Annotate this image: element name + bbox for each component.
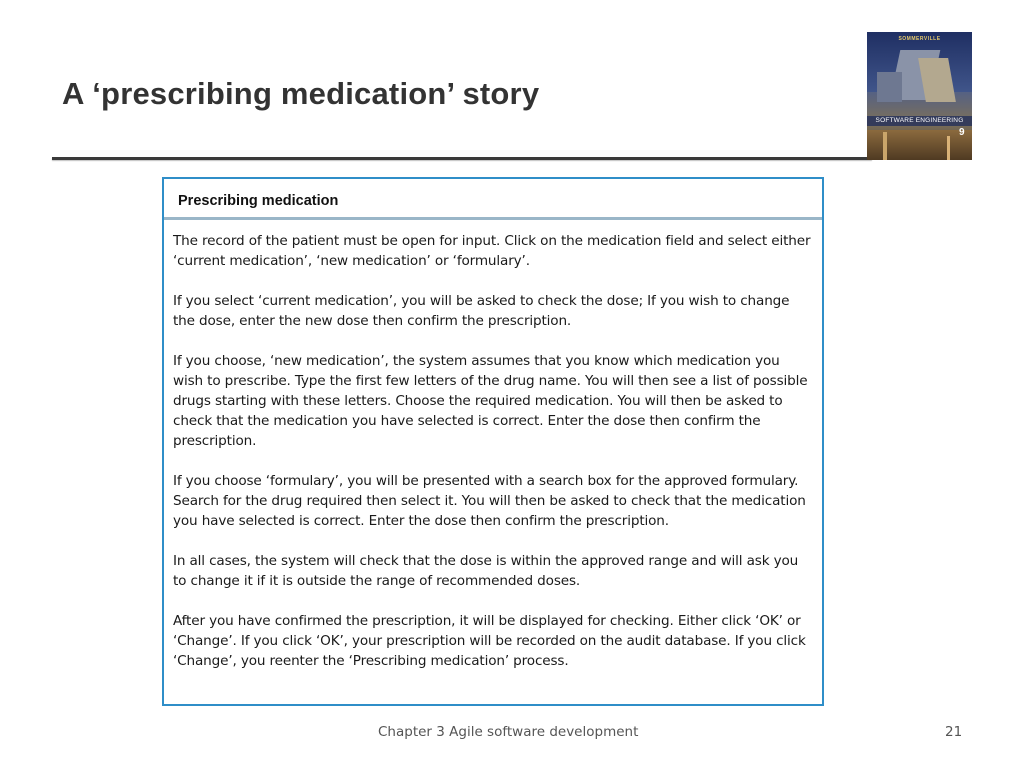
story-paragraph: In all cases, the system will check that the dose is within the approved range and will ask you to change it if it is outside the range of recommended doses. (173, 553, 799, 589)
story-paragraph: If you choose ‘formulary’, you will be presented with a search box for the approved formulary. Search for the drug required then select it. You will then be asked to check that the medication you have selected is correct. Enter the dose then confirm the prescription. (173, 473, 806, 529)
story-card-body (173, 231, 813, 671)
story-paragraph: If you choose, ‘new medication’, the system assumes that you know which medication you wish to prescribe. Type the first few letters of the drug name. You will then see a list of possible drugs starting with these letters. Choose the required medication. You will then be asked to check that the medication you have selected is correct. Enter the dose then confirm the prescription. (173, 353, 808, 449)
page-number: 21 (945, 724, 963, 740)
story-card (162, 177, 824, 706)
slide-footer: Chapter 3 Agile software development (378, 724, 639, 740)
cover-tower (947, 136, 950, 160)
story-paragraph: After you have confirmed the prescription, it will be displayed for checking. Either click ‘OK’ or ‘Change’. If you click ‘OK’, your prescription will be recorded on the audit database. If you click ‘Change’, you reenter the ‘Prescribing medication’ process. (173, 613, 806, 669)
story-paragraph: If you select ‘current medication’, you will be asked to check the dose; If you wish to change the dose, enter the new dose then confirm the prescription. (173, 293, 790, 329)
title-divider (52, 157, 872, 160)
story-card-divider (164, 217, 822, 220)
story-paragraph: The record of the patient must be open for input. Click on the medication field and select either ‘current medication’, ‘new medication’ or ‘formulary’. (173, 233, 811, 269)
cover-title: SOFTWARE ENGINEERING (867, 116, 972, 126)
cover-building (877, 72, 902, 102)
cover-author: SOMMERVILLE (898, 36, 941, 42)
story-card-title: Prescribing medication (178, 193, 339, 209)
book-cover-image (867, 32, 972, 160)
slide-title: A ‘prescribing medication’ story (62, 76, 540, 111)
cover-tower (883, 132, 887, 160)
cover-edition: 9 (959, 127, 965, 138)
